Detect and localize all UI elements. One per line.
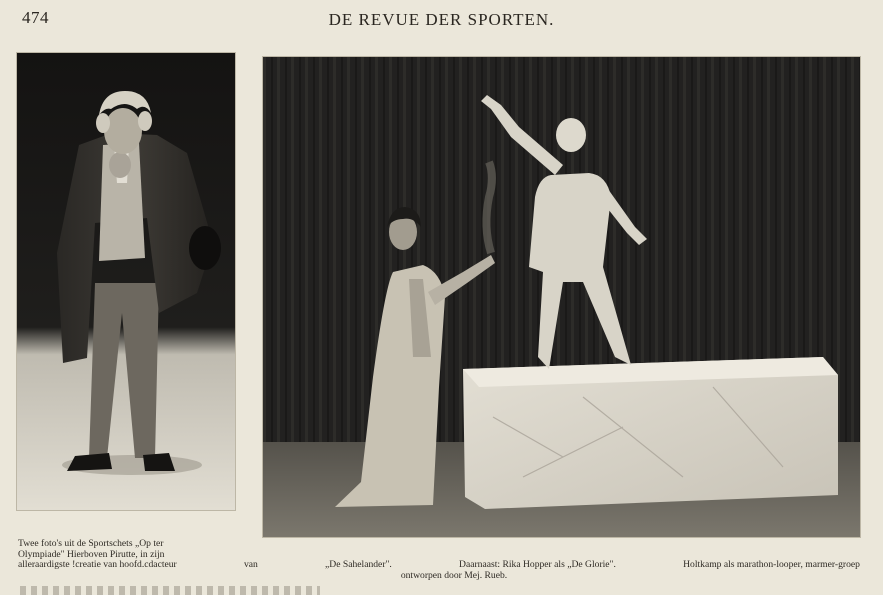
caption-line-3-mid3: Daarnaast: Rika Hopper als „De Glorie". (459, 559, 616, 571)
caption-line-3-right: Holtkamp als marathon-looper, marmer-groep (683, 559, 860, 571)
page-title: DE REVUE DER SPORTEN. (328, 10, 555, 29)
caption-line-3-left: allerаardigste !creatie van hoofd.cdacteur (18, 559, 177, 571)
next-page-text-fragment (20, 586, 320, 595)
caption-line-2: Olympiade" Hierboven Pirutte, in zijn (18, 548, 165, 560)
photo-actor-image (17, 53, 235, 510)
photo-statue-group (262, 56, 861, 538)
caption-line-4: ontworpen door Mej. Rueb. (400, 569, 508, 581)
photo-caption (18, 539, 860, 581)
caption-line-3-mid1: van (243, 559, 258, 571)
photo-statue-image (263, 57, 860, 537)
photo-actor-portrait (16, 52, 236, 511)
caption-line-1: Twee foto's uit de Sportschets „Op ter (18, 538, 164, 549)
caption-line-3-mid2: „De Sahelander". (325, 559, 392, 571)
page-number: 474 (22, 8, 49, 27)
